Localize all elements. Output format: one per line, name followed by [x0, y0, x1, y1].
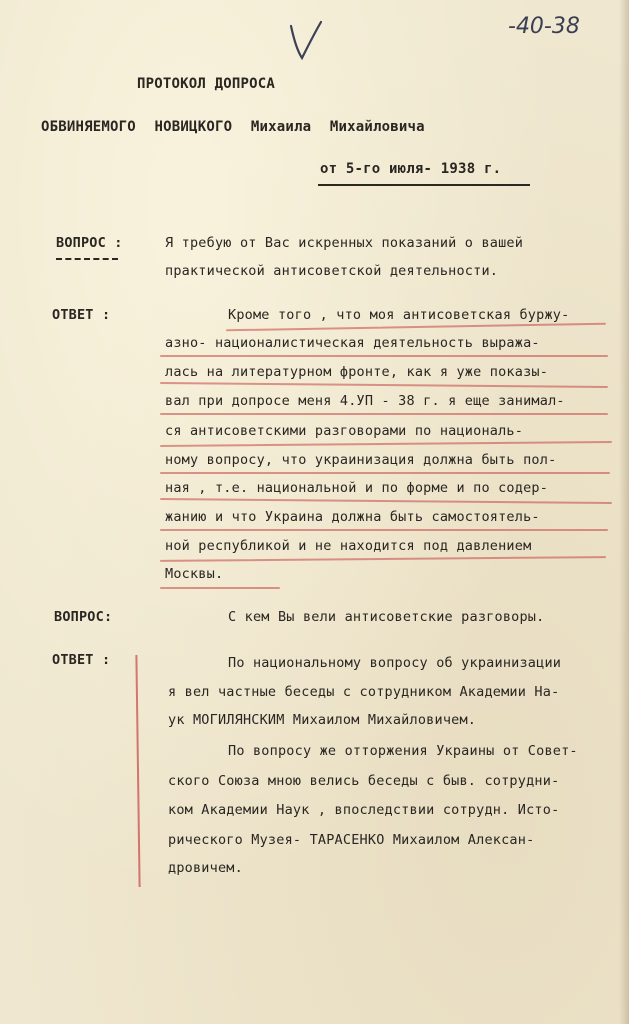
page-edge-shadow [619, 0, 629, 1024]
page-number: -40-38 [508, 14, 580, 39]
question-label: ВОПРОС : [56, 235, 123, 251]
question-label-underline [56, 258, 118, 260]
answer-text-line: ной республикой и не находится под давлением [165, 538, 532, 554]
answer-text-line: ского Союза мною велись беседы с быв. сотрудни- [168, 773, 560, 789]
question-text-line: практической антисоветской деятельности. [165, 263, 499, 279]
answer-text-line: ному вопросу, что украинизация должна быть пол- [165, 452, 557, 468]
answer-label: ОТВЕТ : [52, 307, 111, 323]
red-pencil-margin-line [135, 655, 140, 887]
answer-text-line: ук МОГИЛЯНСКИМ Михаилом Михайловичем. [168, 712, 477, 728]
question-text-line: Я требую от Вас искренных показаний о вашей [165, 235, 524, 251]
red-pencil-underline [160, 441, 612, 447]
answer-text-line: жанию и что Украина должна быть самостоятель- [165, 509, 540, 525]
answer-text-line: По вопросу же отторжения Украины от Совет- [228, 743, 578, 759]
answer-text-line: лась на литературном фронте, как я уже показы- [165, 364, 549, 380]
answer-text-line: По национальному вопросу об украинизации [228, 655, 562, 671]
red-pencil-underline [160, 413, 608, 415]
answer-text-line: Кроме того , что моя антисоветская буржу- [228, 307, 570, 323]
red-pencil-underline [160, 355, 608, 357]
answer-text-line: рического Музея- ТАРАСЕНКО Михаилом Алексан- [168, 832, 535, 848]
question-label: ВОПРОС: [54, 609, 113, 625]
red-pencil-underline [160, 498, 612, 504]
protocol-date: от 5-го июля- 1938 г. [320, 161, 502, 177]
answer-text-line: ная , т.е. национальной и по форме и по содер- [165, 480, 549, 496]
answer-text-line: вал при допросе меня 4.УП - 38 г. я еще занимал- [165, 393, 565, 409]
answer-text-line: ся антисоветскими разговорами по националь- [165, 423, 524, 439]
date-underline [318, 184, 530, 186]
answer-text-line: я вел частные беседы с сотрудником Академии На- [168, 684, 560, 700]
document-title: ПРОТОКОЛ ДОПРОСА [137, 76, 276, 92]
answer-text-line: дровичем. [168, 860, 243, 876]
answer-text-line: Москвы. [165, 566, 224, 582]
red-pencil-underline [160, 587, 280, 589]
red-pencil-underline [160, 529, 608, 531]
accused-name-line: ОБВИНЯЕМОГО НОВИЦКОГО Михаила Михайловича [41, 119, 425, 135]
answer-label: ОТВЕТ : [52, 652, 111, 668]
answer-text-line: азно- националистическая деятельность выража- [165, 335, 540, 351]
red-pencil-underline [160, 556, 606, 562]
red-pencil-underline [226, 323, 606, 332]
red-pencil-underline [160, 472, 610, 474]
checkmark-icon [285, 18, 325, 64]
red-pencil-underline [160, 382, 608, 388]
question-text-line: С кем Вы вели антисоветские разговоры. [228, 609, 545, 625]
answer-text-line: ком Академии Наук , впоследствии сотрудн. Исто- [168, 802, 560, 818]
